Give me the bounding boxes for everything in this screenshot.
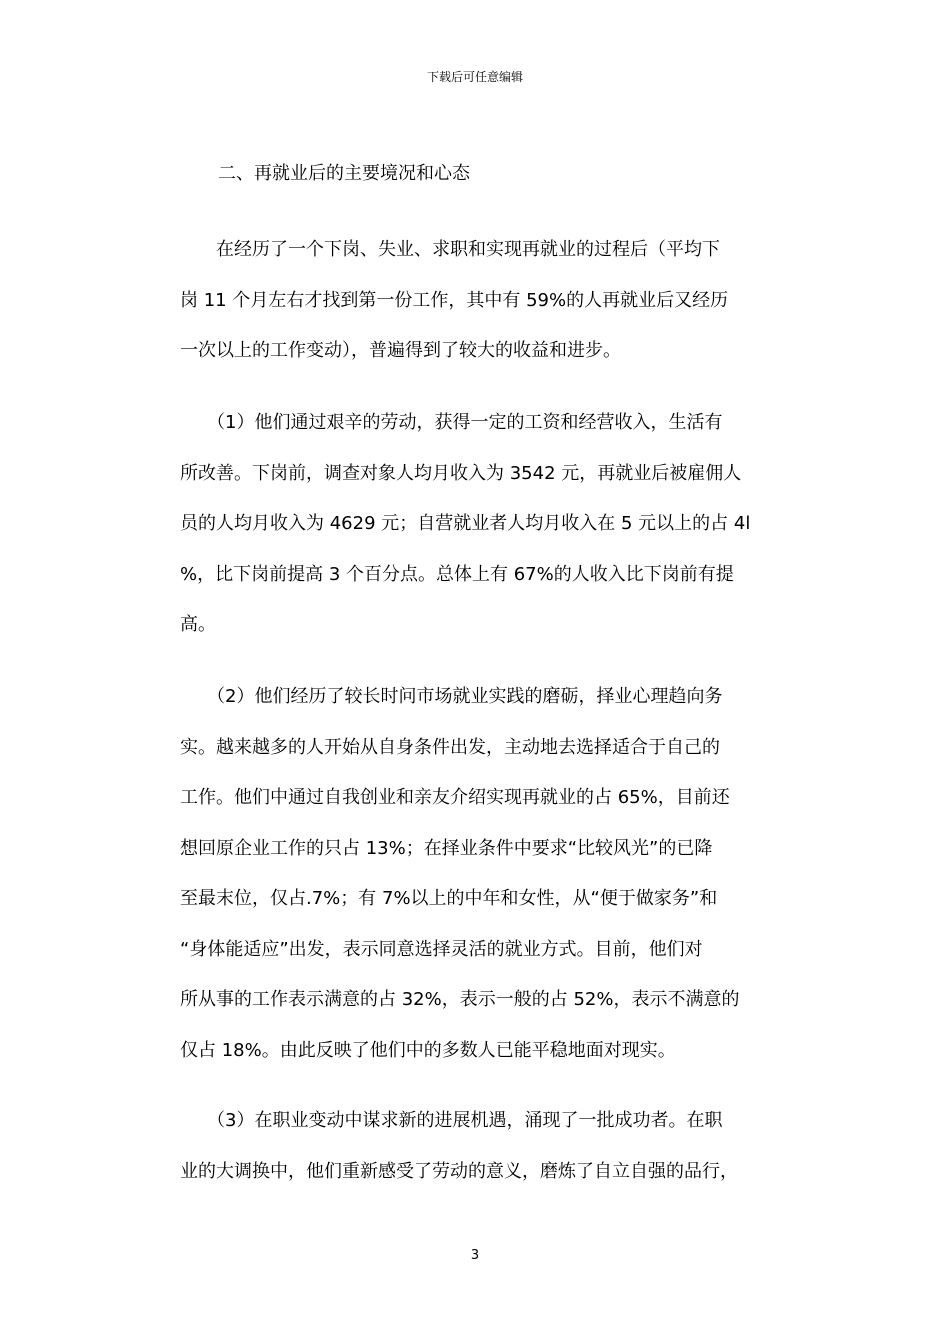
paragraph-item-3: [180, 1096, 770, 1197]
text-line: 高。: [180, 614, 216, 635]
text-line: 员的人均月收入为 4629 元；自营就业者人均月收入在 5 元以上的占 4l: [180, 513, 751, 534]
page-header: 下载后可任意编辑: [426, 70, 523, 84]
text-line: 在经历了一个下岗、失业、求职和实现再就业的过程后（平均下: [180, 239, 720, 260]
text-line: 工作。他们中通过自我创业和亲友介绍实现再就业的占 65%，目前还: [180, 787, 730, 808]
text-line: （3）在职业变动中谋求新的进展机遇，涌现了一批成功者。在职: [180, 1110, 723, 1131]
page-number: 3: [470, 1248, 480, 1263]
text-line: （2）他们经历了较长时问市场就业实践的磨砺，择业心理趋向务: [180, 686, 723, 707]
text-line: 所从事的工作表示满意的占 32%，表示一般的占 52%，表示不满意的: [180, 989, 740, 1010]
paragraph-item-2: [180, 672, 770, 1076]
text-line: 仅占 18%。由此反映了他们中的多数人已能平稳地面对现实。: [180, 1039, 676, 1061]
text-line: %，比下岗前提高 3 个百分点。总体上有 67%的人收入比下岗前有提: [180, 563, 734, 585]
text-line: 业的大调换中，他们重新感受了劳动的意义，磨炼了自立自强的品行，: [180, 1160, 738, 1182]
text-line: 所改善。下岗前，调查对象人均月收入为 3542 元，再就业后被雇佣人: [180, 462, 742, 484]
paragraph-item-1: [180, 398, 770, 651]
paragraph-intro: [180, 225, 770, 377]
section-heading: 二、再就业后的主要境况和心态: [218, 163, 470, 184]
text-line: 想回原企业工作的只占 13%；在择业条件中要求“比较风光”的已降: [180, 837, 713, 859]
text-line: 岗 11 个月左右才找到第一份工作，其中有 59%的人再就业后又经历: [180, 289, 729, 311]
text-line: 一次以上的工作变动），普遍得到了较大的收益和进步。: [180, 340, 621, 361]
text-line: 至最末位，仅占.7%；有 7%以上的中年和女性，从“便于做家务”和: [180, 888, 718, 909]
text-line: 实。越来越多的人开始从自身条件出发，主动地去选择适合于自己的: [180, 736, 720, 758]
text-line: （1）他们通过艰辛的劳动，获得一定的工资和经营收入，生活有: [180, 412, 723, 433]
text-line: “身体能适应”出发，表示同意选择灵活的就业方式。目前，他们对: [180, 938, 703, 960]
